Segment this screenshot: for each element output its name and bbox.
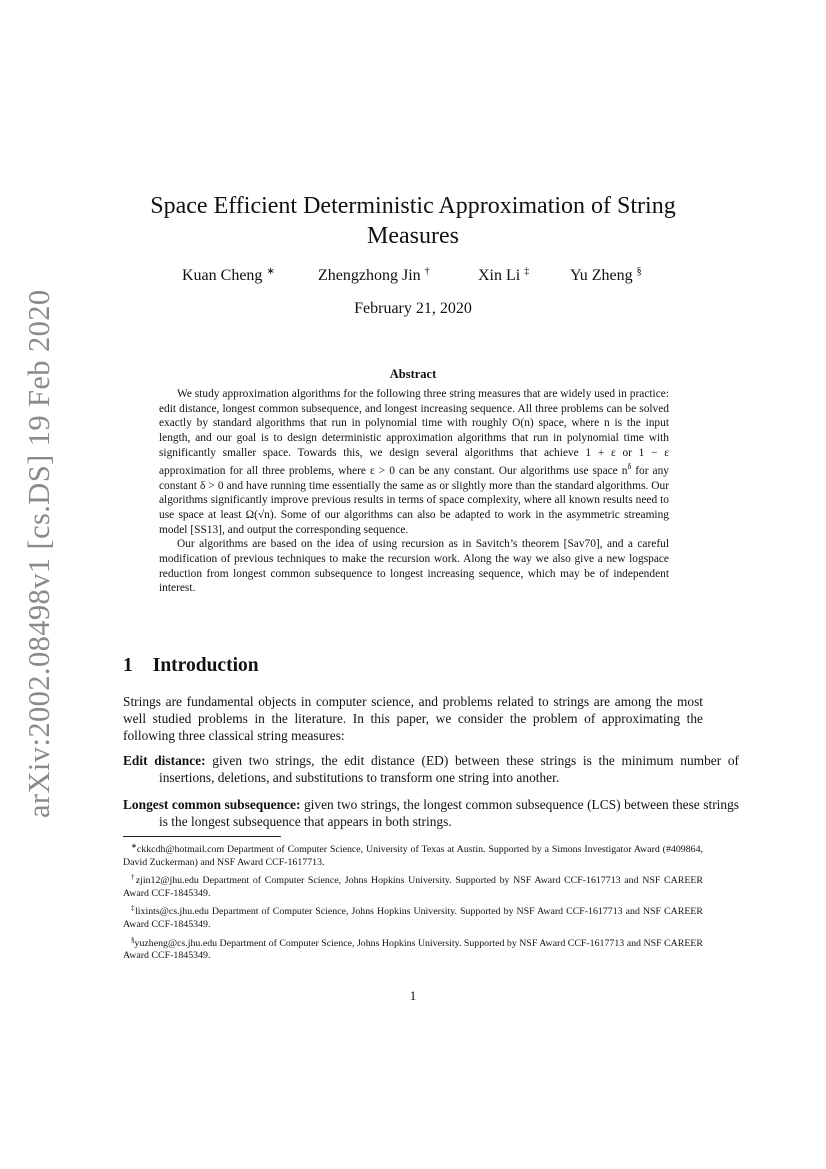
arxiv-identifier-stamp: arXiv:2002.08498v1 [cs.DS] 19 Feb 2020: [22, 289, 56, 818]
author-list: [0, 266, 826, 290]
footnotes: [123, 840, 703, 965]
author-footnote-mark: ‡: [524, 266, 530, 277]
footnote: †zjin12@jhu.edu Department of Computer Science, Johns Hopkins University. Supported by NSF Award CCF-1617713 and NSF CAREER Award CCF-1845349.: [123, 873, 703, 899]
intro-paragraph: Strings are fundamental objects in computer science, and problems related to strings are among the most well studied problems in the literature. In this paper, we consider the problem of approximating the following three classical string measures:: [123, 694, 703, 743]
footnote: ‡lixints@cs.jhu.edu Department of Computer Science, Johns Hopkins University. Supported by NSF Award CCF-1617713 and NSF CAREER Award CCF-1845349.: [123, 904, 704, 930]
author-footnote-mark: §: [636, 266, 642, 277]
author-footnote-mark: †: [424, 266, 430, 277]
definition-text: given two strings, the edit distance (ED) between these strings is the minimum number of insertions, deletions, and substitutions to transform one string into another.: [159, 753, 740, 785]
definition-term: Edit distance:: [123, 753, 206, 768]
paper-date: February 21, 2020: [354, 300, 472, 317]
paper-title: Space Efficient Deterministic Approximation of String Measures: [150, 193, 676, 249]
definition-text: given two strings, the longest common subsequence (LCS) between these strings is the longest subsequence that appears in both strings.: [159, 797, 739, 829]
author-name: Zhengzhong Jin †: [318, 266, 430, 284]
footnote: §yuzheng@cs.jhu.edu Department of Computer Science, Johns Hopkins University. Supported by NSF Award CCF-1617713 and NSF CAREER Award CCF-1845349.: [123, 935, 703, 962]
author-name: Yu Zheng §: [570, 266, 642, 284]
author-name: Xin Li ‡: [478, 266, 530, 284]
definition-item: [123, 797, 739, 831]
footnote-rule: [123, 836, 281, 837]
abstract-paragraph: Our algorithms are based on the idea of using recursion as in Savitch’s theorem [Sav70], and a careful modification of previous techniques to make the recursion work. Along the way we also give a new logspace reduction from longest common subsequence to longest increasing sequence, which may be of independent interest.: [159, 538, 669, 595]
page-number: 1: [409, 988, 417, 1003]
footnote: ∗ckkcdh@hotmail.com Department of Computer Science, University of Texas at Austin. Supported by a Simons Investigator Award (#409864, David Zuckerman) and NSF Award CCF-1617713.: [123, 842, 703, 868]
abstract-paragraph: We study approximation algorithms for the following three string measures that are widely used in practice: edit distance, longest common subsequence, and longest increasing sequence. All three problems can be solved exactly by standard algorithms that run in polynomial time with roughly O(n) space, where n is the input length, and our goal is to design deterministic approximation algorithms that run in polynomial time with significantly smaller space. Towards this, we design several algorithms that achieve 1 + ε or 1 − ε approximation for all three problems, where ε > 0 can be any constant. Our algorithms use space $n^\delta$ for any constant δ > 0 and have running time essentially the same as or slightly more than the standard algorithms. Our algorithms significantly improve previous results in terms of space complexity, where all known results need to use space at least Ω(√n). Some of our algorithms can also be adapted to work in the asymmetric streaming model [SS13], and output the corresponding sequence.: [159, 388, 669, 536]
author-name: Kuan Cheng ∗: [182, 266, 275, 284]
abstract-body: [159, 387, 669, 596]
definition-term: Longest common subsequence:: [123, 797, 301, 812]
section-heading: 1 Introduction: [123, 655, 259, 676]
author-footnote-mark: ∗: [266, 266, 275, 277]
abstract-heading: Abstract: [389, 367, 437, 381]
definition-item: [123, 753, 739, 787]
